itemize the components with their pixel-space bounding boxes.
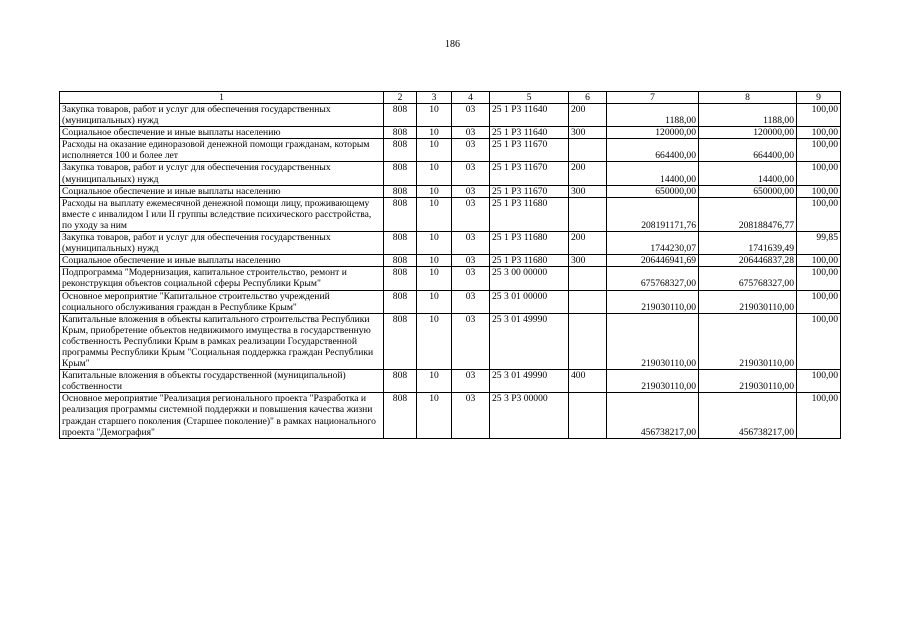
row-col7-cell: 664400,00 — [607, 139, 699, 162]
budget-table — [59, 91, 841, 439]
row-col2-cell: 808 — [384, 232, 417, 255]
row-col7-cell: 120000,00 — [607, 127, 699, 139]
page-number: 186 — [445, 39, 460, 50]
row-col9-cell: 100,00 — [797, 267, 841, 290]
row-col2-cell: 808 — [384, 139, 417, 162]
row-col6-cell: 300 — [569, 127, 607, 139]
row-col2-cell: 808 — [384, 255, 417, 267]
table-row — [60, 162, 841, 185]
row-col5-cell: 25 1 P3 11670 — [490, 162, 569, 185]
row-col4-cell: 03 — [452, 104, 490, 127]
row-col6-cell — [569, 393, 607, 438]
row-col3-cell: 10 — [417, 104, 452, 127]
row-col9-cell: 100,00 — [797, 393, 841, 438]
row-col8-cell: 208188476,77 — [699, 197, 797, 231]
table-row — [60, 370, 841, 393]
row-col3-cell: 10 — [417, 185, 452, 197]
table-row — [60, 104, 841, 127]
row-col4-cell: 03 — [452, 267, 490, 290]
row-col8-cell: 664400,00 — [699, 139, 797, 162]
row-col6-cell: 400 — [569, 370, 607, 393]
row-col2-cell: 808 — [384, 197, 417, 231]
row-col2-cell: 808 — [384, 162, 417, 185]
row-col5-cell: 25 3 01 00000 — [490, 290, 569, 313]
row-col2-cell: 808 — [384, 313, 417, 369]
row-col4-cell: 03 — [452, 185, 490, 197]
row-name-cell: Социальное обеспечение и иные выплаты населению — [60, 127, 384, 139]
row-col4-cell: 03 — [452, 197, 490, 231]
row-name-cell: Социальное обеспечение и иные выплаты населению — [60, 185, 384, 197]
row-name-cell: Подпрограмма "Модернизация, капитальное строительство, ремонт и реконструкция объектов социальной сферы Республики Крым" — [60, 267, 384, 290]
row-name-cell: Расходы на выплату ежемесячной денежной помощи лицу, проживающему вместе с инвалидом I или II группы вследствие психического расстройства, по уходу за ним — [60, 197, 384, 231]
row-col3-cell: 10 — [417, 197, 452, 231]
row-col2-cell: 808 — [384, 185, 417, 197]
row-col7-cell: 219030110,00 — [607, 313, 699, 369]
table-row — [60, 255, 841, 267]
row-col3-cell: 10 — [417, 267, 452, 290]
row-col3-cell: 10 — [417, 393, 452, 438]
row-name-cell: Закупка товаров, работ и услуг для обеспечения государственных (муниципальных) нужд — [60, 104, 384, 127]
row-col6-cell: 200 — [569, 104, 607, 127]
header-cell-3: 3 — [417, 92, 452, 104]
row-col4-cell: 03 — [452, 162, 490, 185]
row-col4-cell: 03 — [452, 290, 490, 313]
table-row — [60, 232, 841, 255]
header-cell-7: 7 — [607, 92, 699, 104]
row-col3-cell: 10 — [417, 290, 452, 313]
row-col3-cell: 10 — [417, 162, 452, 185]
row-name-cell: Закупка товаров, работ и услуг для обеспечения государственных (муниципальных) нужд — [60, 162, 384, 185]
row-col2-cell: 808 — [384, 127, 417, 139]
row-name-cell: Основное мероприятие "Реализация регионального проекта "Разработка и реализация программы системной поддержки и повышения качества жизни граждан старшего поколения (Старшее поколение)" в рамках национального проекта "Демография" — [60, 393, 384, 438]
table-row — [60, 197, 841, 231]
row-col7-cell: 456738217,00 — [607, 393, 699, 438]
row-col5-cell: 25 3 P3 00000 — [490, 393, 569, 438]
row-col4-cell: 03 — [452, 370, 490, 393]
header-cell-8: 8 — [699, 92, 797, 104]
table-row — [60, 290, 841, 313]
row-col5-cell: 25 1 P3 11640 — [490, 127, 569, 139]
row-col4-cell: 03 — [452, 232, 490, 255]
row-col3-cell: 10 — [417, 313, 452, 369]
table-row — [60, 185, 841, 197]
row-col4-cell: 03 — [452, 127, 490, 139]
row-col4-cell: 03 — [452, 393, 490, 438]
row-col6-cell: 200 — [569, 162, 607, 185]
row-col7-cell: 1744230,07 — [607, 232, 699, 255]
row-name-cell: Закупка товаров, работ и услуг для обеспечения государственных (муниципальных) нужд — [60, 232, 384, 255]
row-col7-cell: 14400,00 — [607, 162, 699, 185]
header-cell-2: 2 — [384, 92, 417, 104]
row-col5-cell: 25 1 P3 11670 — [490, 185, 569, 197]
row-col8-cell: 219030110,00 — [699, 313, 797, 369]
row-col5-cell: 25 3 01 49990 — [490, 370, 569, 393]
row-col3-cell: 10 — [417, 370, 452, 393]
row-col3-cell: 10 — [417, 255, 452, 267]
row-col8-cell: 206446837,28 — [699, 255, 797, 267]
row-col9-cell: 100,00 — [797, 255, 841, 267]
row-col9-cell: 100,00 — [797, 313, 841, 369]
row-col3-cell: 10 — [417, 232, 452, 255]
table-row — [60, 393, 841, 438]
row-col2-cell: 808 — [384, 370, 417, 393]
row-col5-cell: 25 1 P3 11640 — [490, 104, 569, 127]
row-col6-cell — [569, 267, 607, 290]
row-col5-cell: 25 3 00 00000 — [490, 267, 569, 290]
row-col7-cell: 219030110,00 — [607, 290, 699, 313]
row-col2-cell: 808 — [384, 267, 417, 290]
row-col8-cell: 14400,00 — [699, 162, 797, 185]
row-col7-cell: 219030110,00 — [607, 370, 699, 393]
row-col7-cell: 650000,00 — [607, 185, 699, 197]
row-col2-cell: 808 — [384, 104, 417, 127]
row-col4-cell: 03 — [452, 255, 490, 267]
row-name-cell: Капитальные вложения в объекты государственной (муниципальной) собственности — [60, 370, 384, 393]
row-col9-cell: 100,00 — [797, 290, 841, 313]
header-cell-9: 9 — [797, 92, 841, 104]
row-col9-cell: 100,00 — [797, 104, 841, 127]
row-col8-cell: 650000,00 — [699, 185, 797, 197]
table-row — [60, 139, 841, 162]
row-col9-cell: 100,00 — [797, 139, 841, 162]
row-col9-cell: 100,00 — [797, 185, 841, 197]
row-name-cell: Расходы на оказание единоразовой денежной помощи гражданам, которым исполняется 100 и более лет — [60, 139, 384, 162]
row-col9-cell: 100,00 — [797, 127, 841, 139]
header-cell-4: 4 — [452, 92, 490, 104]
row-col8-cell: 1741639,49 — [699, 232, 797, 255]
row-col8-cell: 675768327,00 — [699, 267, 797, 290]
row-col9-cell: 100,00 — [797, 197, 841, 231]
table-row — [60, 127, 841, 139]
header-cell-1: 1 — [60, 92, 384, 104]
row-col9-cell: 100,00 — [797, 162, 841, 185]
header-cell-5: 5 — [490, 92, 569, 104]
row-col3-cell: 10 — [417, 127, 452, 139]
row-col5-cell: 25 1 P3 11670 — [490, 139, 569, 162]
row-col4-cell: 03 — [452, 139, 490, 162]
row-col7-cell: 208191171,76 — [607, 197, 699, 231]
row-col6-cell: 300 — [569, 255, 607, 267]
row-col7-cell: 1188,00 — [607, 104, 699, 127]
row-col8-cell: 1188,00 — [699, 104, 797, 127]
row-col3-cell: 10 — [417, 139, 452, 162]
row-col5-cell: 25 1 P3 11680 — [490, 232, 569, 255]
row-col5-cell: 25 1 P3 11680 — [490, 197, 569, 231]
row-col4-cell: 03 — [452, 313, 490, 369]
row-col8-cell: 219030110,00 — [699, 290, 797, 313]
table-body — [60, 92, 841, 439]
row-col7-cell: 675768327,00 — [607, 267, 699, 290]
table-row — [60, 313, 841, 369]
row-col5-cell: 25 3 01 49990 — [490, 313, 569, 369]
table-row — [60, 267, 841, 290]
header-cell-6: 6 — [569, 92, 607, 104]
row-col9-cell: 99,85 — [797, 232, 841, 255]
row-col6-cell — [569, 197, 607, 231]
row-col9-cell: 100,00 — [797, 370, 841, 393]
row-col6-cell — [569, 313, 607, 369]
row-col8-cell: 120000,00 — [699, 127, 797, 139]
header-row — [60, 92, 841, 104]
row-col6-cell — [569, 139, 607, 162]
row-col6-cell: 300 — [569, 185, 607, 197]
row-name-cell: Капитальные вложения в объекты капитального строительства Республики Крым, приобретение объектов недвижимого имущества в государственную собственность Республики Крым в рамках реализации Государственной программы Республики Крым "Социальная поддержка граждан Республики Крым" — [60, 313, 384, 369]
row-col2-cell: 808 — [384, 290, 417, 313]
row-col8-cell: 219030110,00 — [699, 370, 797, 393]
row-col8-cell: 456738217,00 — [699, 393, 797, 438]
row-name-cell: Основное мероприятие "Капитальное строительство учреждений социального обслуживания граждан в Республике Крым" — [60, 290, 384, 313]
row-col7-cell: 206446941,69 — [607, 255, 699, 267]
row-name-cell: Социальное обеспечение и иные выплаты населению — [60, 255, 384, 267]
row-col5-cell: 25 1 P3 11680 — [490, 255, 569, 267]
row-col2-cell: 808 — [384, 393, 417, 438]
row-col6-cell: 200 — [569, 232, 607, 255]
row-col6-cell — [569, 290, 607, 313]
